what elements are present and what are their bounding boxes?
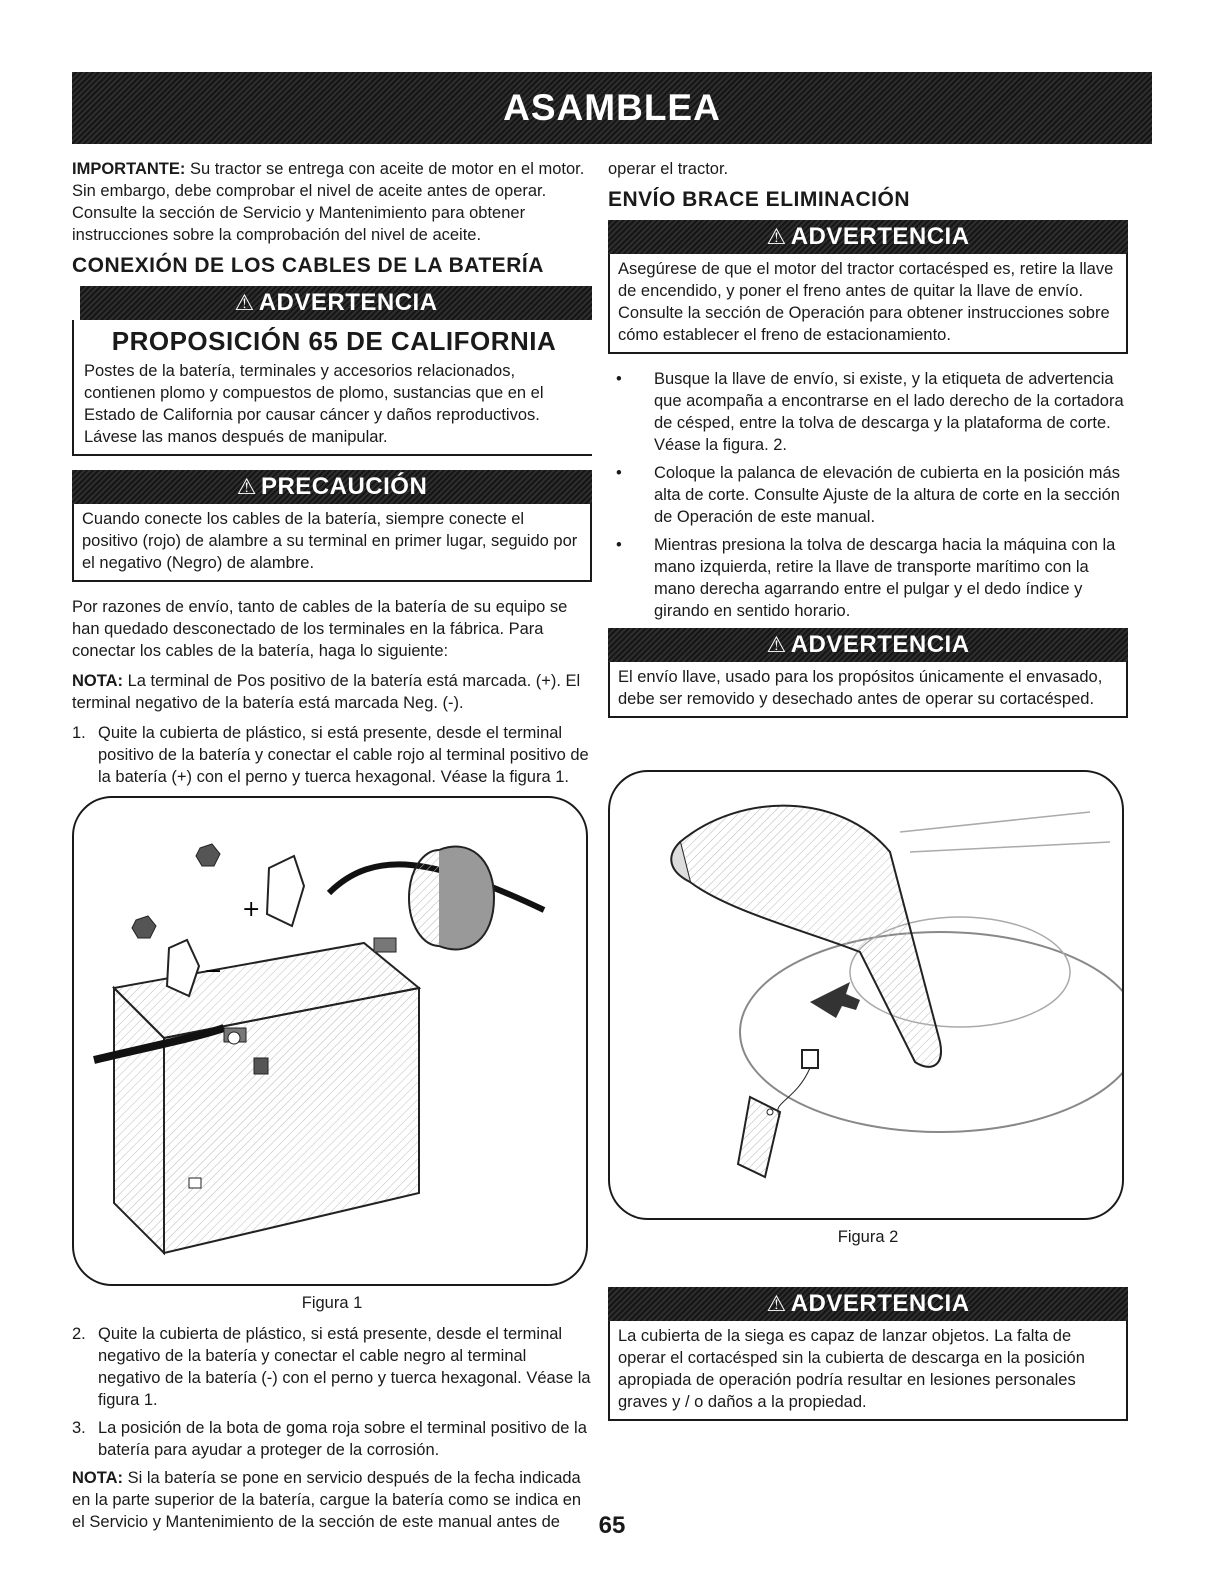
bullet-3 [608, 534, 1128, 622]
warning-header [608, 628, 1128, 662]
warning-body: La cubierta de la siega es capaz de lanzar objetos. La falta de operar el cortacésped sin la cubierta de descarga en la posición apropiada de operación podría resultar en lesiones personales graves y / o daños a la propiedad. [608, 1321, 1128, 1421]
warning-header [608, 220, 1128, 254]
nota1-text: La terminal de Pos positivo de la batería está marcada. (+). El terminal negativo de la batería está marcada Neg. (-). [72, 672, 581, 712]
warning-triangle-icon: ⚠ [236, 474, 257, 499]
nota1-paragraph [72, 670, 592, 714]
bullet-2 [608, 462, 1128, 528]
caution-header [72, 470, 592, 504]
warning-header-text: ADVERTENCIA [790, 223, 970, 250]
importante-text: Su tractor se entrega con aceite de motor en el motor. Sin embargo, debe comprobar el nivel de aceite antes de operar. Consulte la sección de Servicio y Mantenimiento para obtener instrucciones sobre la comprobación del nivel de aceite. [72, 160, 585, 244]
step-1 [72, 722, 592, 788]
importante-paragraph [72, 158, 592, 246]
warning-triangle-icon: ⚠ [766, 224, 787, 249]
step-text: Quite la cubierta de plástico, si está presente, desde el terminal positivo de la batería y conectar el cable rojo al terminal positivo de la batería (+) con el perno y tuerca hexagonal. Véase la figura 1. [98, 724, 589, 786]
battery-section-title: CONEXIÓN DE LOS CABLES DE LA BATERÍA [72, 254, 544, 277]
caution-warning [72, 470, 592, 582]
bullet-dot: • [616, 536, 622, 554]
step-number: 1. [72, 724, 86, 742]
warning-3 [608, 628, 1128, 718]
step-number: 3. [72, 1419, 86, 1437]
nota2-label: NOTA: [72, 1469, 124, 1487]
bullet-dot: • [616, 370, 622, 388]
warning-body [72, 320, 592, 456]
svg-text:+: + [242, 897, 261, 922]
prop65-title: PROPOSICIÓN 65 DE CALIFORNIA [111, 326, 557, 356]
caution-body: Cuando conecte los cables de la batería, siempre conecte el positivo (rojo) de alambre a su terminal en primer lugar, seguido por el negativo (Negro) de alambre. [72, 504, 592, 582]
warning-body: El envío llave, usado para los propósitos únicamente el envasado, debe ser removido y desechado antes de operar su cortacésped. [608, 662, 1128, 718]
nota1-label: NOTA: [72, 672, 124, 690]
nota2-text: Si la batería se pone en servicio después de la fecha indicada en la parte superior de la batería, cargue la batería como se indica en el Servicio y Mantenimiento de la sección de este manual antes de [72, 1469, 582, 1531]
importante-label: IMPORTANTE: [72, 160, 186, 178]
svg-text:−: − [204, 959, 223, 984]
warning-header-text: ADVERTENCIA [790, 631, 970, 658]
step-2 [72, 1323, 592, 1411]
page-title: ASAMBLEA [503, 87, 721, 128]
bullet-1 [608, 368, 1128, 456]
step-text: Quite la cubierta de plástico, si está presente, desde el terminal negativo de la batería y conectar el cable negro al terminal negativo de la batería (-) con el perno y tuerca hexagonal. Véase la figura 1. [98, 1325, 591, 1409]
warning-triangle-icon: ⚠ [766, 1291, 787, 1316]
brace-section-title: ENVÍO BRACE ELIMINACIÓN [608, 188, 911, 211]
bullet-text: Coloque la palanca de elevación de cubierta en la posición más alta de corte. Consulte Ajuste de la altura de corte en la sección de Operación de este manual. [654, 464, 1120, 526]
warning-triangle-icon: ⚠ [234, 290, 255, 315]
figure-1 [72, 796, 588, 1286]
left-column [72, 158, 592, 1541]
page-number: 65 [598, 1512, 626, 1539]
warning-header-text: ADVERTENCIA [790, 1290, 970, 1317]
figure-2-caption: Figura 2 [837, 1228, 899, 1246]
continued-text: operar el tractor. [608, 160, 729, 178]
bullet-dot: • [616, 464, 622, 482]
caution-header-text: PRECAUCIÓN [260, 473, 428, 500]
mower-chute-illustration [610, 772, 1122, 1218]
warning-2 [608, 220, 1128, 354]
warning-triangle-icon: ⚠ [766, 632, 787, 657]
warning-header-text: ADVERTENCIA [258, 289, 438, 316]
figure-1-caption: Figura 1 [301, 1294, 363, 1312]
figure-2 [608, 770, 1124, 1220]
bullet-text: Mientras presiona la tolva de descarga hacia la máquina con la mano izquierda, retire la llave de transporte marítimo con la mano derecha agarrando entre el pulgar y el dedo índice y girando en sentido horario. [654, 536, 1116, 620]
prop65-warning [72, 286, 592, 456]
prop65-text: Postes de la batería, terminales y accesorios relacionados, contienen plomo y compuestos de plomo, sustancias que en el Estado de California por causar cáncer y daños reproductivos. Lávese las manos después de manipular. [84, 362, 544, 446]
step-text: La posición de la bota de goma roja sobre el terminal positivo de la batería para ayudar a proteger de la corrosión. [98, 1419, 587, 1459]
warning-header [608, 1287, 1128, 1321]
page-banner [72, 72, 1152, 144]
warning-header [80, 286, 592, 320]
step-number: 2. [72, 1325, 86, 1343]
bullet-text: Busque la llave de envío, si existe, y la etiqueta de advertencia que acompaña a encontrarse en el lado derecho de la cortadora de césped, entre la tolva de descarga y la plataforma de corte. Véase la figura. 2. [654, 370, 1124, 454]
warning-body: Asegúrese de que el motor del tractor cortacésped es, retire la llave de encendido, y poner el freno antes de quitar la llave de envío. Consulte la sección de Operación para obtener instrucciones sobre cómo establecer el freno de estacionamiento. [608, 254, 1128, 354]
warning-4 [608, 1287, 1128, 1421]
step-3 [72, 1417, 592, 1461]
shipping-paragraph: Por razones de envío, tanto de cables de la batería de su equipo se han quedado desconectado de los terminales en la fábrica. Para conectar los cables de la batería, haga lo siguiente: [72, 598, 568, 660]
battery-illustration [74, 798, 586, 1284]
right-column [608, 158, 1128, 1435]
